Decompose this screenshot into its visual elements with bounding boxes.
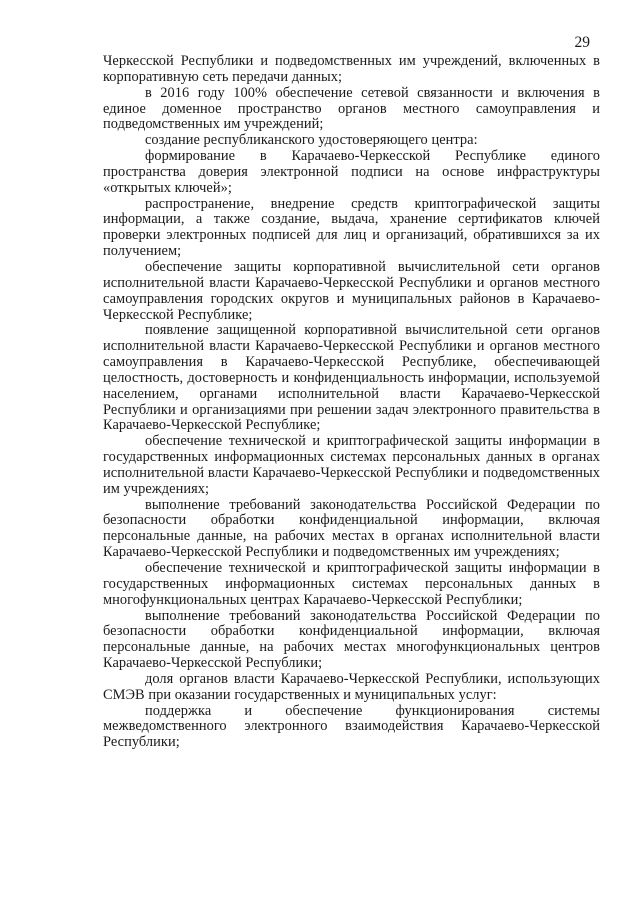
paragraph: появление защищенной корпоративной вычислительной сети органов исполнительной власти Карачаево-Черкесской Республики и органов местного самоуправления в Карачаево-Черкесской Республике, обеспечивающей целостность, достоверность и конфиденциальность информации, используемой населением, органами исполнительной власти Карачаево-Черкесской Республики и организациями при решении задач электронного правительства в Карачаево-Черкесской Республике;	[103, 322, 600, 434]
paragraph: формирование в Карачаево-Черкесской Республике единого пространства доверия электронной подписи на основе инфраструктуры «открытых ключей»;	[103, 148, 600, 196]
paragraph: обеспечение технической и криптографической защиты информации в государственных информационных системах персональных данных в органах исполнительной власти Карачаево-Черкесской Республики и подведомственных им учреждениях;	[103, 433, 600, 497]
paragraph: обеспечение технической и криптографической защиты информации в государственных информационных системах персональных данных в многофункциональных центрах Карачаево-Черкесской Республики;	[103, 560, 600, 608]
paragraph: доля органов власти Карачаево-Черкесской Республики, использующих СМЭВ при оказании государственных и муниципальных услуг:	[103, 670, 600, 703]
paragraph: создание республиканского удостоверяющего центра:	[145, 132, 478, 149]
paragraph: выполнение требований законодательства Российской Федерации по безопасности обработки конфиденциальной информации, включая персональные данные, на рабочих местах многофункциональных центров Карачаево-Черкесской Республики;	[103, 607, 600, 672]
paragraph: в 2016 году 100% обеспечение сетевой связанности и включения в единое доменное пространство органов местного самоуправления и подведомственных им учреждений;	[103, 84, 600, 133]
paragraph: Черкесской Республики и подведомственных им учреждений, включенных в корпоративную сеть передачи данных;	[103, 53, 600, 85]
paragraph: поддержка и обеспечение функционирования системы межведомственного электронного взаимодействия Карачаево-Черкесской Республики;	[103, 702, 600, 751]
document-body	[103, 54, 600, 751]
page-number: 29	[574, 34, 590, 51]
paragraph: обеспечение защиты корпоративной вычислительной сети органов исполнительной власти Карачаево-Черкесской Республики и органов местного самоуправления городских округов и муниципальных районов в Карачаево-Черкесской Республике;	[103, 258, 600, 323]
paragraph: распространение, внедрение средств криптографической защиты информации, а также создание, выдача, хранение сертификатов ключей проверки электронных подписей для лиц и организаций, обратившихся за их получением;	[103, 195, 600, 260]
paragraph: выполнение требований законодательства Российской Федерации по безопасности обработки конфиденциальной информации, включая персональные данные, на рабочих местах в органах исполнительной власти Карачаево-Черкесской Республики и подведомственных им учреждениях;	[103, 496, 600, 561]
